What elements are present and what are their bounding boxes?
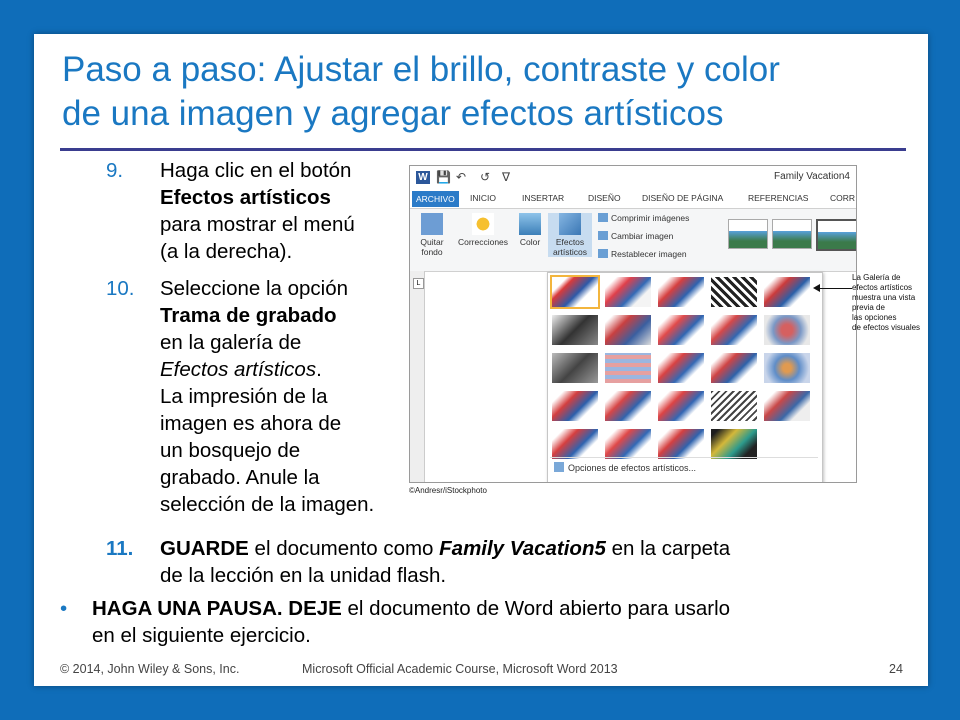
- tab-diseno-pagina: DISEÑO DE PÁGINA: [642, 193, 724, 203]
- sun-icon: [472, 213, 494, 235]
- title-line-2: de una imagen y agregar efectos artísticos: [62, 94, 724, 133]
- remove-background-icon: [421, 213, 443, 235]
- customize-icon: ∇: [502, 170, 511, 184]
- effect-thumb: [552, 277, 598, 307]
- step-9-line-1: Haga clic en el botón: [160, 159, 352, 182]
- tab-selector: L: [413, 278, 424, 289]
- artistic-effects-gallery: [547, 272, 823, 483]
- step-11-mid-1: el documento como: [248, 537, 440, 560]
- ribbon-tabs: [410, 190, 856, 208]
- step-10-number: 10.: [106, 277, 135, 300]
- photo-credit: ©Andresr/iStockphoto: [409, 486, 487, 495]
- effect-thumb: [605, 353, 651, 383]
- effect-thumb: [764, 277, 810, 307]
- bullet-line-2: en el siguiente ejercicio.: [92, 624, 311, 647]
- change-picture-label: Cambiar imagen: [611, 231, 674, 241]
- corrections-label: Correcciones: [457, 237, 509, 247]
- effect-thumb: [552, 353, 598, 383]
- compress-label: Comprimir imágenes: [611, 213, 690, 223]
- callout-line: muestra una vista: [852, 293, 916, 302]
- effect-thumb: [658, 429, 704, 459]
- step-9-text: [160, 157, 410, 265]
- callout-line: La Galería de: [852, 273, 901, 282]
- effect-thumb: [605, 391, 651, 421]
- callout-line: de efectos visuales: [852, 323, 921, 332]
- callout-line: las opciones: [852, 313, 897, 322]
- tab-diseno: DISEÑO: [588, 193, 621, 203]
- step-11-text: [160, 535, 920, 589]
- step-10-line-8: grabado. Anule la: [160, 466, 320, 489]
- step-11-bold: GUARDE: [160, 537, 249, 560]
- undo-icon: ↶: [456, 170, 467, 184]
- effect-thumb: [711, 391, 757, 421]
- step-10-line-7: un bosquejo de: [160, 439, 301, 462]
- reset-picture-button: [598, 249, 687, 259]
- effect-thumb: [658, 277, 704, 307]
- step-10-line-1: Seleccione la opción: [160, 277, 349, 300]
- ribbon: [410, 208, 856, 272]
- tab-archivo: ARCHIVO: [412, 191, 459, 207]
- callout-arrow-icon: [813, 284, 820, 292]
- bullet-dot: •: [60, 597, 68, 620]
- color-icon: [519, 213, 541, 235]
- window-titlebar: [410, 166, 856, 190]
- artistic-effects-options: [554, 462, 696, 473]
- effect-thumb: [605, 315, 651, 345]
- callout-line: efectos artísticos: [852, 283, 913, 292]
- effect-thumb: [764, 391, 810, 421]
- callout-arrow-line: [818, 288, 852, 289]
- step-10-line-9: selección de la imagen.: [160, 493, 375, 516]
- effect-thumb: [711, 315, 757, 345]
- artistic-effects-label: Efectos artísticos: [552, 237, 587, 257]
- step-10-italic: Efectos artísticos: [160, 358, 317, 381]
- step-10-line-5: La impresión de la: [160, 385, 328, 408]
- effect-thumb: [711, 429, 757, 459]
- step-10-bold: Trama de grabado: [160, 304, 337, 327]
- artistic-effects-button: [548, 213, 592, 257]
- save-icon: 💾: [436, 170, 451, 184]
- redo-icon: ↺: [480, 170, 491, 184]
- bullet-bold: HAGA UNA PAUSA. DEJE: [92, 597, 342, 620]
- word-app-icon: W: [416, 171, 430, 184]
- remove-background-button: [414, 213, 450, 257]
- step-11-line-2: de la lección en la unidad flash.: [160, 564, 447, 587]
- effect-thumb: [605, 277, 651, 307]
- effect-thumb: [552, 429, 598, 459]
- picture-style-1: [728, 219, 768, 249]
- word-screenshot: [409, 165, 857, 483]
- effect-thumb: [605, 429, 651, 459]
- effect-thumb: [552, 391, 598, 421]
- effect-thumb: [711, 353, 757, 383]
- step-9-line-3: para mostrar el menú: [160, 213, 355, 236]
- step-9-line-4: (a la derecha).: [160, 240, 293, 263]
- artistic-effects-icon: [559, 213, 581, 235]
- reset-icon: [598, 249, 608, 258]
- effect-thumb: [764, 315, 810, 345]
- callout-line: previa de: [852, 303, 885, 312]
- effect-thumb: [764, 353, 810, 383]
- picture-style-2: [772, 219, 812, 249]
- window-title: Family Vacation4: [774, 171, 850, 182]
- effect-thumb: [552, 315, 598, 345]
- slide: [34, 34, 928, 686]
- color-label: Color: [519, 237, 541, 247]
- effect-thumb: [658, 315, 704, 345]
- compress-pictures-button: [598, 213, 689, 223]
- title-line-1: Paso a paso: Ajustar el brillo, contraste y color: [62, 50, 780, 89]
- options-icon: [554, 462, 564, 472]
- step-11-mid-2: en la carpeta: [605, 537, 731, 560]
- artistic-effects-options-label: Opciones de efectos artísticos...: [568, 463, 697, 473]
- effect-thumb: [658, 353, 704, 383]
- step-10-line-3: en la galería de: [160, 331, 302, 354]
- reset-label: Restablecer imagen: [611, 249, 687, 259]
- compress-icon: [598, 213, 608, 222]
- remove-background-label: Quitar fondo: [420, 237, 444, 257]
- change-picture-button: [598, 231, 673, 241]
- step-9-bold: Efectos artísticos: [160, 186, 331, 209]
- picture-style-3: [816, 219, 857, 251]
- tab-insertar: INSERTAR: [522, 193, 565, 203]
- footer-course: Microsoft Official Academic Course, Microsoft Word 2013: [302, 662, 618, 676]
- page-number: 24: [889, 662, 903, 676]
- step-11-filename: Family Vacation5: [439, 537, 606, 560]
- effect-thumb: [711, 277, 757, 307]
- step-11-number: 11.: [106, 537, 134, 560]
- bullet-rest: el documento de Word abierto para usarlo: [341, 597, 731, 620]
- change-picture-icon: [598, 231, 608, 240]
- step-10-line-6: imagen es ahora de: [160, 412, 342, 435]
- footer-copyright: © 2014, John Wiley & Sons, Inc.: [60, 662, 240, 676]
- corrections-button: [454, 213, 512, 247]
- step-9-number: 9.: [106, 159, 124, 182]
- gallery-divider: [550, 457, 818, 458]
- effect-thumb: [658, 391, 704, 421]
- tab-correspondencia: CORR: [830, 193, 856, 203]
- step-10-period: .: [316, 358, 322, 381]
- vertical-ruler: [410, 271, 425, 482]
- tab-referencias: REFERENCIAS: [748, 193, 809, 203]
- tab-inicio: INICIO: [470, 193, 496, 203]
- bullet-text: [92, 595, 922, 649]
- gallery-callout: [852, 273, 928, 333]
- color-button: [514, 213, 546, 247]
